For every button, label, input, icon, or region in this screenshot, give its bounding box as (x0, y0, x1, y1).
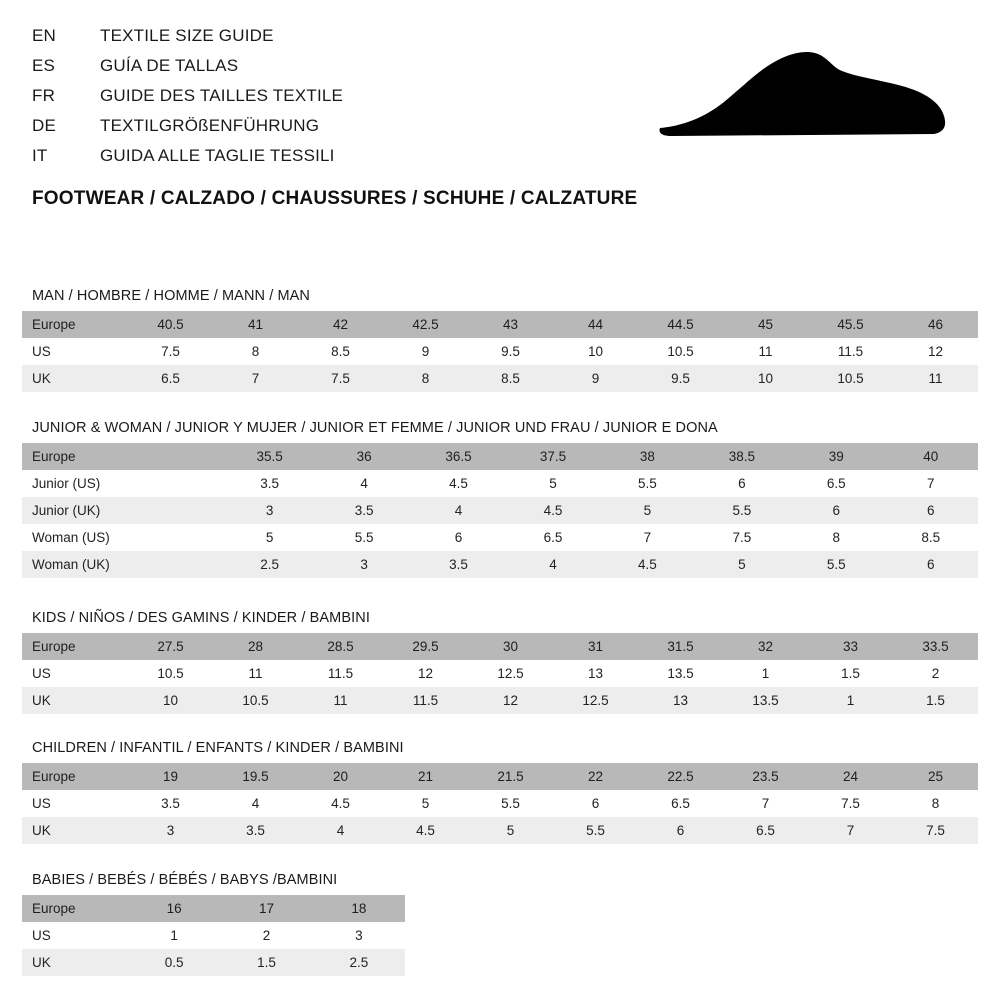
cell: 16 (128, 895, 220, 922)
cell: 4.5 (383, 817, 468, 844)
cell: 42 (298, 311, 383, 338)
row-label: US (22, 660, 128, 687)
cell: 3.5 (128, 790, 213, 817)
cell: 4 (298, 817, 383, 844)
section-junior-woman (22, 420, 978, 578)
cell: 20 (298, 763, 383, 790)
cell: 33 (808, 633, 893, 660)
cell: 12 (468, 687, 553, 714)
section-title: JUNIOR & WOMAN / JUNIOR Y MUJER / JUNIOR ET FEMME / JUNIOR UND FRAU / JUNIOR E DONA (32, 420, 718, 436)
language-row (32, 56, 652, 86)
cell: 4.5 (600, 551, 694, 578)
cell: 6 (884, 551, 979, 578)
cell: 25 (893, 763, 978, 790)
cell: 7 (884, 470, 979, 497)
table-row (22, 497, 978, 524)
cell: 23.5 (723, 763, 808, 790)
cell: 8 (213, 338, 298, 365)
row-label: UK (22, 949, 128, 976)
cell: 6 (638, 817, 723, 844)
table-row (22, 633, 978, 660)
cell: 10.5 (128, 660, 213, 687)
cell: 42.5 (383, 311, 468, 338)
size-table-man (22, 311, 978, 392)
table-row (22, 470, 978, 497)
cell: 11.5 (383, 687, 468, 714)
cell: 13.5 (723, 687, 808, 714)
cell: 6.5 (789, 470, 883, 497)
table-row (22, 922, 405, 949)
row-label: Junior (UK) (22, 497, 128, 524)
row-label: Junior (US) (22, 470, 128, 497)
cell: 4 (506, 551, 600, 578)
language-code: ES (32, 56, 56, 75)
cell (128, 443, 222, 470)
row-label: Europe (22, 895, 128, 922)
cell: 2 (893, 660, 978, 687)
cell: 3 (313, 922, 405, 949)
language-row (32, 116, 652, 146)
size-table-kids (22, 633, 978, 714)
cell: 9.5 (638, 365, 723, 392)
cell: 3.5 (213, 817, 298, 844)
cell: 10 (128, 687, 213, 714)
cell: 43 (468, 311, 553, 338)
cell: 45.5 (808, 311, 893, 338)
cell: 13.5 (638, 660, 723, 687)
cell: 2.5 (313, 949, 405, 976)
section-title: CHILDREN / INFANTIL / ENFANTS / KINDER / BAMBINI (32, 740, 404, 756)
dress-shoe-icon (652, 40, 952, 160)
header (32, 26, 652, 210)
cell: 8 (789, 524, 883, 551)
cell (128, 470, 222, 497)
cell: 12.5 (468, 660, 553, 687)
cell: 4 (317, 470, 411, 497)
language-row (32, 86, 652, 116)
table-row (22, 790, 978, 817)
cell: 7.5 (893, 817, 978, 844)
cell: 5.5 (600, 470, 694, 497)
row-label: US (22, 922, 128, 949)
cell: 5.5 (317, 524, 411, 551)
cell: 3 (317, 551, 411, 578)
cell: 30 (468, 633, 553, 660)
language-code: DE (32, 116, 57, 135)
category-line: FOOTWEAR / CALZADO / CHAUSSURES / SCHUHE / CALZATURE (32, 188, 638, 209)
section-title: MAN / HOMBRE / HOMME / MANN / MAN (32, 288, 310, 304)
cell: 8.5 (468, 365, 553, 392)
cell: 8.5 (298, 338, 383, 365)
language-row (32, 146, 652, 176)
cell: 6 (695, 470, 789, 497)
table-row (22, 311, 978, 338)
cell: 17 (220, 895, 312, 922)
language-code: EN (32, 26, 57, 45)
cell: 4.5 (506, 497, 600, 524)
cell: 5 (222, 524, 316, 551)
cell: 6 (884, 497, 979, 524)
cell: 1.5 (893, 687, 978, 714)
cell: 4.5 (298, 790, 383, 817)
cell: 4.5 (411, 470, 505, 497)
table-row (22, 895, 405, 922)
cell (128, 551, 222, 578)
cell: 11.5 (298, 660, 383, 687)
section-children (22, 740, 978, 844)
cell: 22.5 (638, 763, 723, 790)
cell: 5.5 (468, 790, 553, 817)
cell: 10.5 (213, 687, 298, 714)
cell: 5 (506, 470, 600, 497)
cell: 24 (808, 763, 893, 790)
cell: 2.5 (222, 551, 316, 578)
cell: 19.5 (213, 763, 298, 790)
cell: 33.5 (893, 633, 978, 660)
section-man (22, 288, 978, 392)
table-row (22, 949, 405, 976)
cell: 31.5 (638, 633, 723, 660)
section-title: BABIES / BEBÉS / BÉBÉS / BABYS /BAMBINI (32, 872, 338, 888)
cell: 37.5 (506, 443, 600, 470)
cell: 8.5 (884, 524, 979, 551)
cell: 13 (553, 660, 638, 687)
cell: 32 (723, 633, 808, 660)
cell: 10.5 (808, 365, 893, 392)
language-code: FR (32, 86, 56, 105)
table-row (22, 687, 978, 714)
row-label: Europe (22, 763, 128, 790)
section-babies (22, 872, 978, 976)
cell: 31 (553, 633, 638, 660)
table-row (22, 338, 978, 365)
cell: 44.5 (638, 311, 723, 338)
cell: 11 (213, 660, 298, 687)
cell: 6 (553, 790, 638, 817)
cell (128, 524, 222, 551)
cell: 19 (128, 763, 213, 790)
cell: 36.5 (411, 443, 505, 470)
cell: 0.5 (128, 949, 220, 976)
cell: 10 (553, 338, 638, 365)
cell: 18 (313, 895, 405, 922)
cell: 6.5 (506, 524, 600, 551)
cell: 7 (213, 365, 298, 392)
cell: 46 (893, 311, 978, 338)
size-table-junior-woman (22, 443, 978, 578)
cell: 5.5 (695, 497, 789, 524)
cell: 7.5 (128, 338, 213, 365)
table-row (22, 551, 978, 578)
language-title: GUÍA DE TALLAS (100, 56, 239, 75)
row-label: Europe (22, 311, 128, 338)
cell: 5.5 (789, 551, 883, 578)
row-label: UK (22, 687, 128, 714)
cell: 11 (298, 687, 383, 714)
cell: 6 (789, 497, 883, 524)
cell: 1 (723, 660, 808, 687)
row-label: Woman (US) (22, 524, 128, 551)
cell: 12 (893, 338, 978, 365)
cell: 11.5 (808, 338, 893, 365)
cell: 28.5 (298, 633, 383, 660)
cell: 5 (695, 551, 789, 578)
language-title: TEXTILE SIZE GUIDE (100, 26, 274, 45)
cell: 3 (222, 497, 316, 524)
row-label: UK (22, 365, 128, 392)
cell: 7.5 (695, 524, 789, 551)
language-title: GUIDA ALLE TAGLIE TESSILI (100, 146, 335, 165)
cell: 21 (383, 763, 468, 790)
cell: 44 (553, 311, 638, 338)
cell: 9.5 (468, 338, 553, 365)
cell: 38.5 (695, 443, 789, 470)
table-row (22, 817, 978, 844)
cell: 8 (893, 790, 978, 817)
cell (128, 497, 222, 524)
cell: 40.5 (128, 311, 213, 338)
language-row (32, 26, 652, 56)
cell: 7 (723, 790, 808, 817)
cell: 6 (411, 524, 505, 551)
cell: 10.5 (638, 338, 723, 365)
cell: 4 (411, 497, 505, 524)
row-label: Woman (UK) (22, 551, 128, 578)
cell: 36 (317, 443, 411, 470)
language-title: GUIDE DES TAILLES TEXTILE (100, 86, 344, 105)
size-table-children (22, 763, 978, 844)
cell: 29.5 (383, 633, 468, 660)
cell: 12 (383, 660, 468, 687)
cell: 5 (383, 790, 468, 817)
row-label: US (22, 338, 128, 365)
cell: 3.5 (222, 470, 316, 497)
cell: 5.5 (553, 817, 638, 844)
table-row (22, 443, 978, 470)
cell: 2 (220, 922, 312, 949)
cell: 27.5 (128, 633, 213, 660)
cell: 7 (600, 524, 694, 551)
cell: 13 (638, 687, 723, 714)
cell: 10 (723, 365, 808, 392)
section-title: KIDS / NIÑOS / DES GAMINS / KINDER / BAMBINI (32, 610, 370, 626)
cell: 39 (789, 443, 883, 470)
cell: 7 (808, 817, 893, 844)
cell: 28 (213, 633, 298, 660)
cell: 3.5 (317, 497, 411, 524)
cell: 9 (383, 338, 468, 365)
cell: 6.5 (638, 790, 723, 817)
cell: 11 (893, 365, 978, 392)
language-code: IT (32, 146, 48, 165)
cell: 21.5 (468, 763, 553, 790)
size-table-babies (22, 895, 405, 976)
table-row (22, 660, 978, 687)
row-label: Europe (22, 633, 128, 660)
cell: 9 (553, 365, 638, 392)
table-row (22, 763, 978, 790)
cell: 1 (128, 922, 220, 949)
section-kids (22, 610, 978, 714)
cell: 7.5 (298, 365, 383, 392)
cell: 7.5 (808, 790, 893, 817)
cell: 8 (383, 365, 468, 392)
language-title: TEXTILGRÖßENFÜHRUNG (100, 116, 320, 135)
table-row (22, 524, 978, 551)
cell: 6.5 (723, 817, 808, 844)
cell: 40 (884, 443, 979, 470)
cell: 1.5 (808, 660, 893, 687)
cell: 41 (213, 311, 298, 338)
cell: 22 (553, 763, 638, 790)
cell: 5 (468, 817, 553, 844)
row-label: Europe (22, 443, 128, 470)
cell: 3.5 (411, 551, 505, 578)
cell: 38 (600, 443, 694, 470)
cell: 4 (213, 790, 298, 817)
cell: 11 (723, 338, 808, 365)
row-label: US (22, 790, 128, 817)
cell: 45 (723, 311, 808, 338)
cell: 12.5 (553, 687, 638, 714)
cell: 6.5 (128, 365, 213, 392)
cell: 3 (128, 817, 213, 844)
table-row (22, 365, 978, 392)
cell: 1 (808, 687, 893, 714)
row-label: UK (22, 817, 128, 844)
cell: 5 (600, 497, 694, 524)
cell: 35.5 (222, 443, 316, 470)
cell: 1.5 (220, 949, 312, 976)
